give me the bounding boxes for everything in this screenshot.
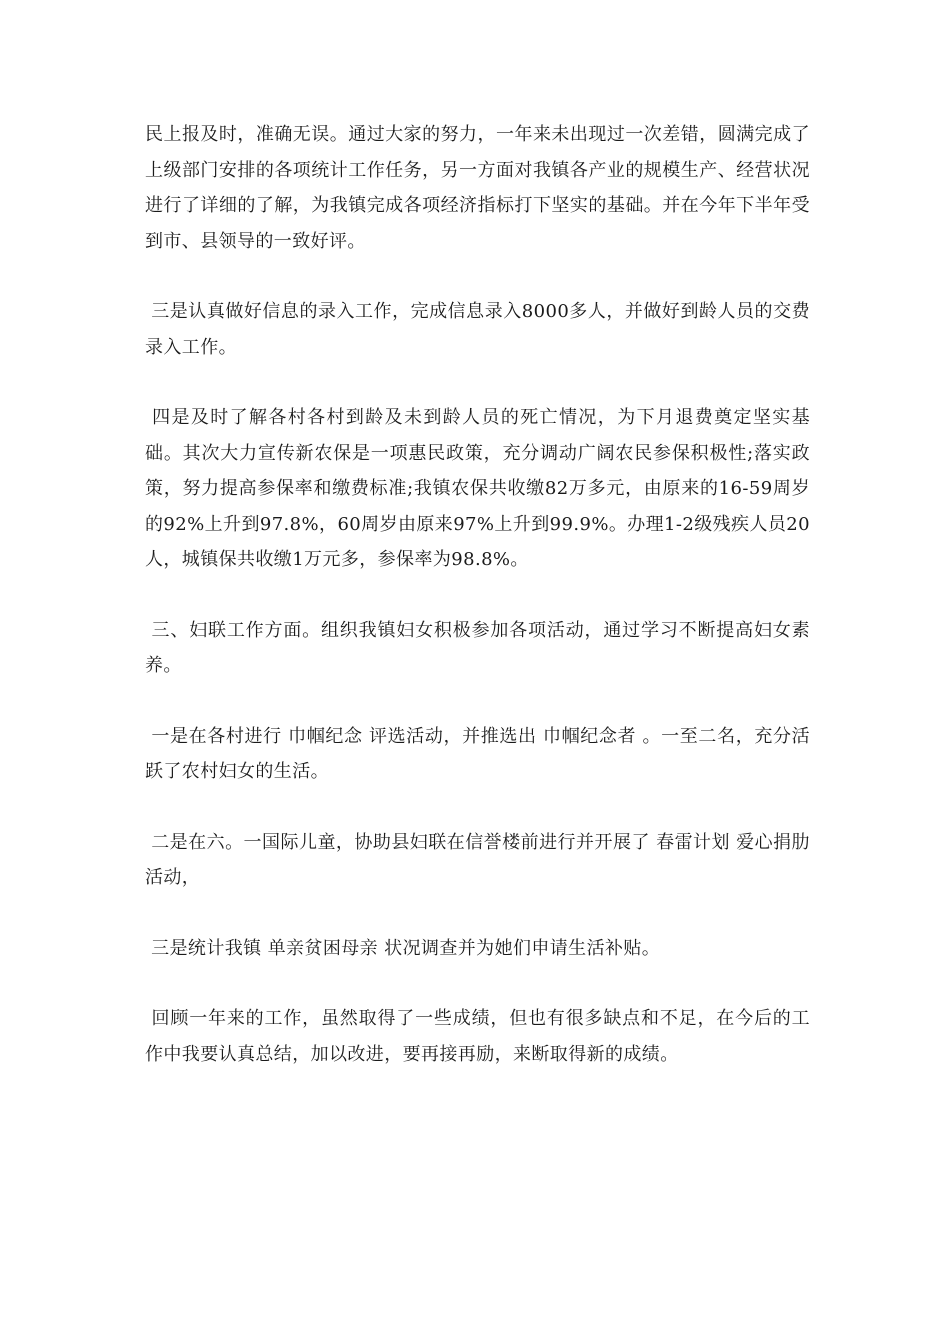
paragraph-womens-federation: 三、妇联工作方面。组织我镇妇女积极参加各项活动，通过学习不断提高妇女素养。	[145, 619, 810, 676]
paragraph-pension-insurance: 四是及时了解各村各村到龄及未到龄人员的死亡情况，为下月退费奠定坚实基础。其次大力宣传新农保是一项惠民政策，充分调动广阔农民参保积极性;落实政策，努力提高参保率和缴费标准;我镇农保共收缴82万多元，由原来的16-59周岁的92%上升到97.8%，60周岁由原来97%上升到99.9%。办理1-2级残疾人员20人，城镇保共收缴1万元多，参保率为98.8%。	[145, 407, 810, 570]
paragraph-info-entry: 三是认真做好信息的录入工作，完成信息录入8000多人，并做好到龄人员的交费录入工作。	[145, 301, 810, 358]
paragraph-item-one: 一是在各村进行 巾帼纪念 评选活动，并推选出 巾帼纪念者 。一至二名，充分活跃了农村妇女的生活。	[145, 725, 810, 782]
paragraph-review: 回顾一年来的工作，虽然取得了一些成绩，但也有很多缺点和不足，在今后的工作中我要认真总结，加以改进，要再接再励，来断取得新的成绩。	[145, 1008, 810, 1065]
paragraph-statistics-summary: 民上报及时，准确无误。通过大家的努力，一年来未出现过一次差错，圆满完成了上级部门安排的各项统计工作任务，另一方面对我镇各产业的规模生产、经营状况进行了详细的了解，为我镇完成各项经济指标打下坚实的基础。并在今年下半年受到市、县领导的一致好评。	[145, 124, 810, 252]
paragraph-item-three: 三是统计我镇 单亲贫困母亲 状况调查并为她们申请生活补贴。	[145, 937, 661, 959]
paragraph-item-two: 二是在六。一国际儿童，协助县妇联在信誉楼前进行并开展了 春雷计划 爱心捐肋活动，	[145, 831, 810, 888]
document-body	[145, 117, 810, 1107]
